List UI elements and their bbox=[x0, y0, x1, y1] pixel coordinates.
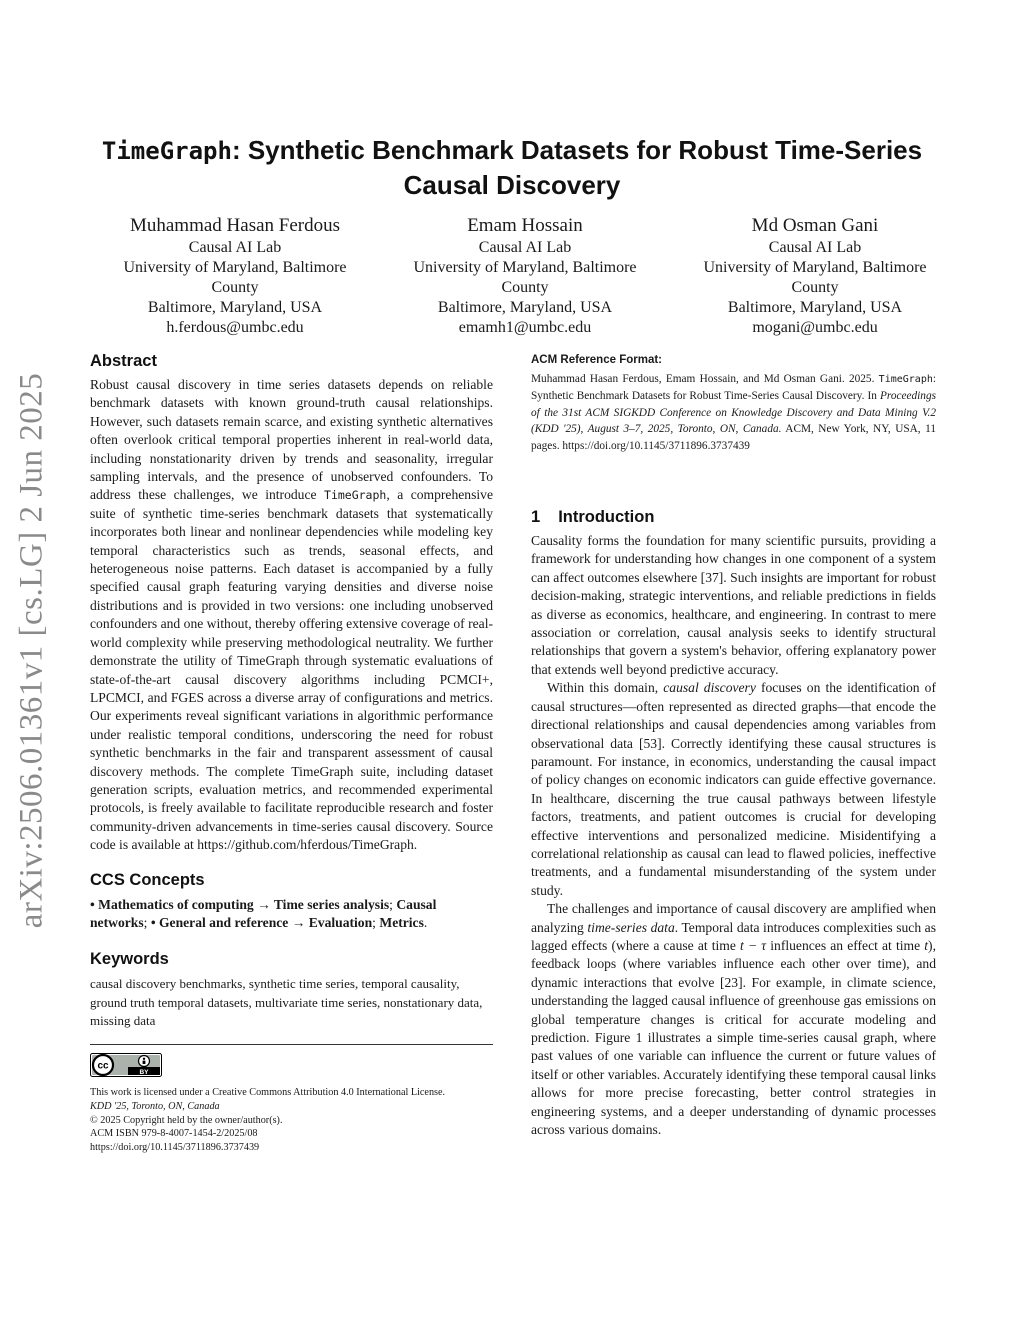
ccs-separator: ; bbox=[372, 914, 380, 930]
acm-reference-heading: ACM Reference Format: bbox=[531, 354, 662, 366]
author-block bbox=[100, 214, 950, 338]
author-university: University of Maryland, Baltimore County bbox=[123, 259, 347, 296]
ccs-separator: ; bbox=[143, 914, 151, 930]
left-column bbox=[90, 350, 493, 1155]
author-email: h.ferdous@umbc.edu bbox=[166, 319, 304, 336]
isbn-line: ACM ISBN 979-8-4007-1454-2/2025/08 bbox=[90, 1128, 258, 1140]
author-email: mogani@umbc.edu bbox=[752, 319, 878, 336]
intro-p3-text: The challenges and importance of causal discovery are amplified when analyzing bbox=[531, 901, 936, 935]
title-system-name: TimeGraph bbox=[101, 137, 232, 165]
intro-p3-text: ), feedback loops (where variables influence each other over time), and dynamic interactions that evolve [23]. For example, in climate science, understanding the lagged causal influence of greenhouse gas emissions on global temperature changes is critical for accurate modeling and prediction. Figure 1 illustrates a simple time-series causal graph, where past values of one variable can influence the current or future values of itself or other variables. Accurately identifying these temporal causal links allows for more precise forecasting, better control strategies in engineering systems, and a deeper understanding of dynamic processes across various domains. bbox=[531, 937, 936, 1138]
abstract-system-name: TimeGraph bbox=[324, 488, 387, 503]
author-location: Baltimore, Maryland, USA bbox=[437, 299, 613, 316]
intro-paragraph-1: Causality forms the foundation for many scientific pursuits, providing a framework for understanding how changes in one component of a system can affect outcomes elsewhere [37]. Such insights are important for robust decision-making, strategic interventions, and reliable predictions in fields as diverse as economics, healthcare, and engineering. In contrast to mere association or correlation, causal analysis seeks to identify structural relationships that govern a system's behavior, offering explanatory power that extends well beyond predictive accuracy. bbox=[531, 533, 936, 677]
acm-ref-title: : Synthetic Benchmark Datasets for Robust Time-Series Causal Discovery. In bbox=[531, 373, 936, 403]
section-title: Introduction bbox=[558, 508, 655, 527]
acm-ref-system-name: TimeGraph bbox=[878, 374, 933, 385]
abstract-part-1: Robust causal discovery in time series datasets depends on reliable benchmark datasets with known ground-truth causal relationships. However, such datasets remain scarce, and existing synthetic alternatives often overlook critical temporal properties inherent in real-world data, including nonstationarity driven by trends and seasonality, irregular sampling intervals, and the presence of unobserved confounders. To address these challenges, we introduce bbox=[90, 377, 493, 503]
author-email: emamh1@umbc.edu bbox=[458, 319, 592, 336]
author-name: Md Osman Gani bbox=[751, 215, 879, 236]
ccs-item: • Mathematics of computing → Time series analysis bbox=[90, 896, 390, 912]
acm-ref-authors: Muhammad Hasan Ferdous, Emam Hossain, and Md Osman Gani. 2025. bbox=[531, 373, 879, 385]
author-name: Emam Hossain bbox=[467, 215, 583, 236]
ccs-item: • General and reference → Evaluation bbox=[150, 914, 373, 930]
intro-p2-emphasis: causal discovery bbox=[663, 680, 756, 696]
title-rest: : Synthetic Benchmark Datasets for Robust Time-Series Causal Discovery bbox=[231, 135, 923, 200]
doi-line: https://doi.org/10.1145/3711896.3737439 bbox=[90, 1142, 260, 1154]
acm-reference-text bbox=[531, 371, 936, 454]
intro-p3-emphasis: time-series data bbox=[587, 919, 675, 935]
abstract-heading: Abstract bbox=[90, 352, 157, 370]
ccs-heading: CCS Concepts bbox=[90, 870, 205, 889]
arxiv-stamp bbox=[8, 370, 56, 930]
keywords-heading: Keywords bbox=[90, 950, 169, 969]
introduction-heading bbox=[531, 506, 936, 528]
cc-by-license-icon bbox=[90, 1053, 162, 1077]
license-divider bbox=[90, 1044, 493, 1045]
intro-p3-text: influences an effect at time bbox=[766, 937, 925, 953]
author-location: Baltimore, Maryland, USA bbox=[727, 299, 903, 316]
abstract-text bbox=[90, 376, 493, 855]
license-block bbox=[90, 1086, 493, 1155]
ccs-item: Metrics bbox=[379, 914, 424, 930]
author-university: University of Maryland, Baltimore County bbox=[413, 259, 637, 296]
author-name: Muhammad Hasan Ferdous bbox=[129, 215, 341, 236]
ccs-concepts bbox=[90, 896, 493, 933]
abstract-part-2: , a comprehensive suite of synthetic time-series benchmark datasets that systematically incorporates both linear and nonlinear dependencies while modeling key temporal characteristics such as trends, seasonal effects, and heterogeneous noise patterns. Each dataset is accompanied by a fully specified causal graph featuring varying densities and diverse noise distributions and is provided in two versions: one including unobserved confounders and one without, thereby offering extensive coverage of real-world complexity while preserving methodological neutrality. We further demonstrate the utility of TimeGraph through systematic evaluations of state-of-the-art causal discovery algorithms including PCMCI+, LPCMCI, and FGES across a diverse array of configurations and metrics. Our experiments reveal significant variations in algorithmic performance under realistic temporal conditions, underscoring the need for robust synthetic benchmarks in the fair and transparent assessment of causal discovery methods. The complete TimeGraph suite, including dataset generation scripts, evaluation metrics, and recommended experimental protocols, is freely available to facilitate reproducible research and foster community-driven advancements in time-series causal discovery. Source code is available at https://github.com/hferdous/TimeGraph. bbox=[90, 487, 493, 853]
copyright-line: © 2025 Copyright held by the owner/author(s). bbox=[90, 1114, 283, 1126]
author-lab: Causal AI Lab bbox=[478, 239, 572, 256]
by-badge-text: BY bbox=[139, 1068, 149, 1076]
cc-badge-text: cc bbox=[97, 1060, 109, 1072]
arxiv-stamp-text: arXiv:2506.01361v1 [cs.LG] 2 Jun 2025 bbox=[13, 372, 50, 928]
ccs-end: . bbox=[423, 914, 428, 930]
acm-ref-tail: ACM, New York, NY, USA, 11 pages. https://doi.org/10.1145/3711896.3737439 bbox=[531, 423, 936, 452]
keywords-text: causal discovery benchmarks, synthetic time series, temporal causality, ground truth temporal datasets, multivariate time series, nonstationary data, missing data bbox=[90, 976, 483, 1028]
intro-p2-text: focuses on the identification of causal structures—often represented as directed graphs—that encode the directional relationships and causal dependencies among variables from observational data [53]. Correctly identifying these causal structures is paramount. For instance, in economics, understanding the causal impact of policy changes on economic indicators can guide effective governance. In healthcare, discerning the true causal pathways between lifestyle factors, treatments, and patient outcomes is crucial for developing effective interventions and personalized medicine. Misidentifying a correlational relationship as causal can lead to flawed policies, ineffective treatments, and a fundamental misunderstanding of the system under study. bbox=[531, 680, 936, 898]
acm-ref-venue: Proceedings of the 31st ACM SIGKDD Conference on Knowledge Discovery and Data Mining V.2 (KDD '25), August 3–7, 2025, Toronto, ON, Canada. bbox=[531, 390, 936, 436]
author-2 bbox=[390, 214, 660, 338]
ccs-item: Causal networks bbox=[90, 896, 437, 930]
author-lab: Causal AI Lab bbox=[188, 239, 282, 256]
author-lab: Causal AI Lab bbox=[768, 239, 862, 256]
paper-title bbox=[80, 133, 944, 202]
intro-p3-math: t bbox=[924, 937, 929, 953]
intro-paragraph-3 bbox=[531, 900, 936, 1139]
intro-paragraph-2 bbox=[531, 679, 936, 900]
author-1 bbox=[100, 214, 370, 338]
author-university: University of Maryland, Baltimore County bbox=[703, 259, 927, 296]
right-column bbox=[531, 353, 936, 1139]
ccs-separator: ; bbox=[389, 896, 397, 912]
conference-line: KDD '25, Toronto, ON, Canada bbox=[90, 1100, 220, 1112]
intro-p2-text: Within this domain, bbox=[547, 680, 664, 696]
section-number: 1 bbox=[531, 508, 541, 527]
intro-p3-text: . Temporal data introduces complexities such as lagged effects (where a cause at time bbox=[531, 919, 936, 953]
author-3 bbox=[680, 214, 950, 338]
intro-p3-math: t − τ bbox=[740, 937, 767, 953]
author-location: Baltimore, Maryland, USA bbox=[147, 299, 323, 316]
license-statement: This work is licensed under a Creative Commons Attribution 4.0 International License. bbox=[90, 1086, 446, 1098]
